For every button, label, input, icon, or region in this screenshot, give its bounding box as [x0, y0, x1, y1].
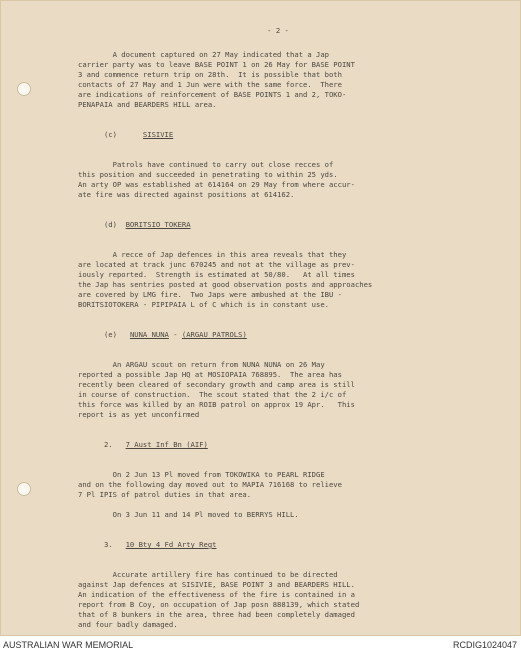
- typed-document: [78, 26, 478, 640]
- text-line: A document captured on 27 May indicated that a Jap: [78, 50, 329, 59]
- text-line: On 3 Jun 11 and 14 Pl moved to BERRYS HILL.: [78, 510, 299, 519]
- text-line: carrier party was to leave BASE POINT 1 on 26 May for BASE POINT: [78, 60, 355, 69]
- section-label: 3.: [103, 540, 113, 549]
- text-line: the Jap has sentries posted at good observation posts and approaches: [78, 280, 373, 289]
- paragraph-2: [78, 160, 478, 200]
- text-line: contacts of 27 May and 1 Jun were with the same force. There: [78, 80, 342, 89]
- page-number: - 2 -: [267, 26, 289, 35]
- text-line: On 2 Jun 13 Pl moved from TOKOWIKA to PEARL RIDGE: [78, 470, 325, 479]
- text-line: 7 Pl IPIS of patrol duties in that area.: [78, 490, 252, 499]
- section-heading-d-boritsio: [78, 210, 478, 240]
- text-line: A recce of Jap defences in this area reveals that they: [78, 250, 347, 259]
- section-label: (d): [103, 220, 117, 229]
- section-title: BORITSIO TOKERA: [125, 220, 191, 229]
- section-heading-c-sisivie: [78, 120, 478, 150]
- text-line: ate fire was directed against positions at 614162.: [78, 190, 295, 199]
- text-line: An arty OP was established at 614164 on 29 May from where accur-: [78, 180, 355, 189]
- text-line: and on the following day moved out to MAPIA 716168 to relieve: [78, 480, 342, 489]
- text-line: recently been cleared of secondary growth and camp area is still: [78, 380, 355, 389]
- section-title: 7 Aust Inf Bn (AIF): [125, 440, 208, 449]
- paragraph-4: [78, 360, 478, 420]
- text-line: are covered by LMG fire. Two Japs were ambushed at the IBU -: [78, 290, 342, 299]
- paragraph-6: [78, 510, 478, 520]
- text-line: reported a possible Jap HQ at MOSIOPAIA 768895. The area has: [78, 370, 342, 379]
- text-line: An indication of the effectiveness of the fire is contained in a: [78, 590, 355, 599]
- text-line: report is as yet unconfirmed: [78, 410, 200, 419]
- text-line: iously reported. Strength is estimated at 50/80. At all times: [78, 270, 355, 279]
- text-line: Accurate artillery fire has continued to be directed: [78, 570, 338, 579]
- section-label: 2.: [103, 440, 113, 449]
- section-title: 10 Bty 4 Fd Arty Regt: [125, 540, 217, 549]
- section-title: SISIVIE: [142, 130, 174, 139]
- archive-footer: [0, 636, 521, 654]
- footer-record-id: RCDIG1024047: [452, 640, 517, 650]
- footer-source: AUSTRALIAN WAR MEMORIAL: [3, 640, 134, 650]
- paragraph-5: [78, 470, 478, 500]
- text-line: 3 and commence return trip on 28th. It is possible that both: [78, 70, 342, 79]
- section-label: (e): [103, 330, 117, 339]
- section-heading-2-aust-inf-bn: [78, 430, 478, 460]
- text-line: are indications of reinforcement of BASE POINTS 1 and 2, TOKO-: [78, 90, 347, 99]
- text-line: against Jap defences at SISIVIE, BASE POINT 3 and BEARDERS HILL.: [78, 580, 355, 589]
- text-line: BORITSIOTOKERA - PIPIPAIA L of C which is in constant use.: [78, 300, 329, 309]
- text-line: that of 8 bunkers in the area, three had been completely damaged: [78, 610, 355, 619]
- text-line: and four badly damaged.: [78, 620, 178, 629]
- text-line: this position and succeeded in penetrating to within 25 yds.: [78, 170, 338, 179]
- paragraph-7: [78, 570, 478, 630]
- text-line: report from B Coy, on occupation of Jap posn 888139, which stated: [78, 600, 360, 609]
- paragraph-1: [78, 50, 478, 110]
- text-line: An ARGAU scout on return from NUNA NUNA on 26 May: [78, 360, 325, 369]
- text-line: PENAPAIA and BEARDERS HILL area.: [78, 100, 217, 109]
- section-subtitle: (ARGAU PATROLS): [181, 330, 247, 339]
- section-heading-3-fd-arty-regt: [78, 530, 478, 560]
- section-heading-e-nuna-nuna: (e) NUNA NUNA - (ARGAU PATROLS): [103, 330, 247, 339]
- paragraph-3: [78, 250, 478, 310]
- text-line: in course of construction. The scout stated that the 2 i/c of: [78, 390, 347, 399]
- section-title: NUNA NUNA: [129, 330, 169, 339]
- punch-hole: [17, 82, 31, 96]
- text-line: are located at track junc 670245 and not at the village as prev-: [78, 260, 355, 269]
- section-label: (c): [103, 130, 117, 139]
- text-line: Patrols have continued to carry out close recces of: [78, 160, 334, 169]
- punch-hole: [17, 482, 31, 496]
- text-line: this force was killed by an ROIB patrol on approx 19 Apr. This: [78, 400, 355, 409]
